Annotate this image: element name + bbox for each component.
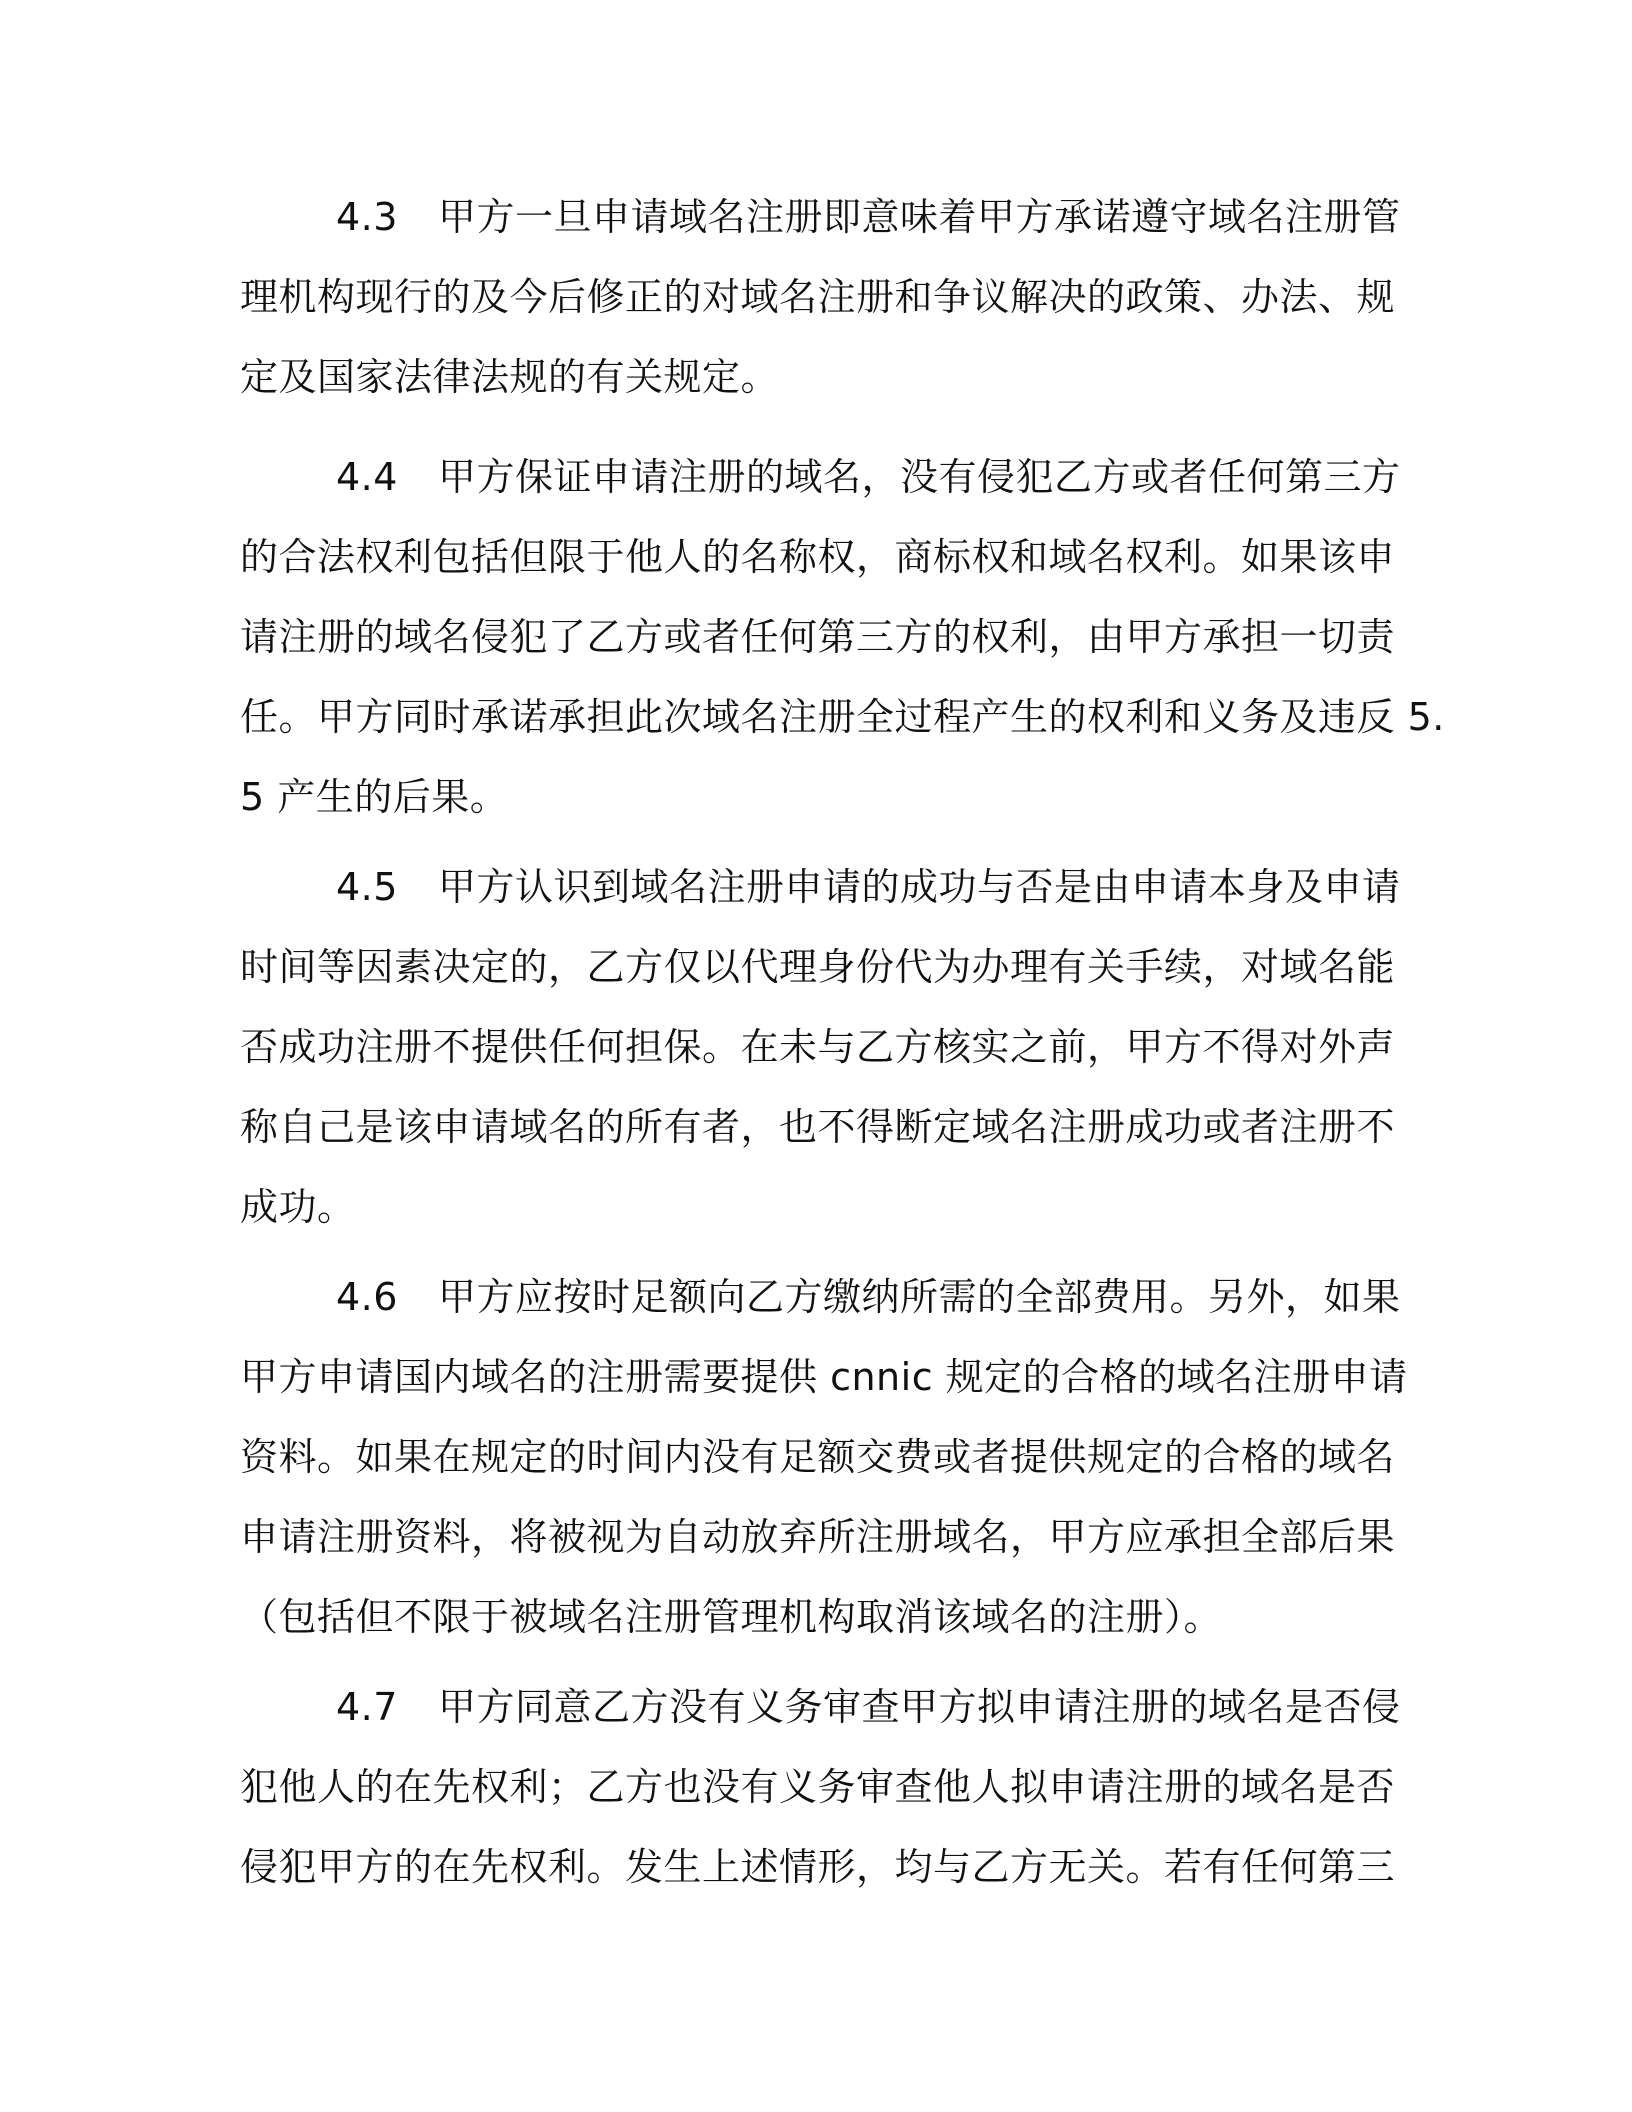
clause-text-line: 请注册的域名侵犯了乙方或者任何第三方的权利，由甲方承担一切责 bbox=[240, 615, 1396, 659]
clause-text-line: 犯他人的在先权利；乙方也没有义务审查他人拟申请注册的域名是否 bbox=[240, 1765, 1396, 1809]
clause-first-line bbox=[240, 1257, 1420, 1337]
clause-4-3 bbox=[240, 177, 1420, 417]
clause-first-line bbox=[240, 847, 1420, 927]
clause-4-5 bbox=[240, 847, 1420, 1247]
clause-text-line: 时间等因素决定的，乙方仅以代理身份代为办理有关手续，对域名能 bbox=[240, 945, 1396, 989]
clause-text-line: 资料。如果在规定的时间内没有足额交费或者提供规定的合格的域名 bbox=[240, 1435, 1396, 1479]
clause-text-line: 的合法权利包括但限于他人的名称权，商标权和域名权利。如果该申 bbox=[240, 535, 1396, 579]
clause-number: 4.7 bbox=[336, 1685, 398, 1729]
clause-text: 甲方一旦申请域名注册即意味着甲方承诺遵守域名注册管 bbox=[437, 195, 1401, 239]
clause-text-line: 否成功注册不提供任何担保。在未与乙方核实之前，甲方不得对外声 bbox=[240, 1025, 1396, 1069]
clause-text-line: 理机构现行的及今后修正的对域名注册和争议解决的政策、办法、规 bbox=[240, 275, 1396, 319]
clause-text-line: （包括但不限于被域名注册管理机构取消该域名的注册）。 bbox=[240, 1595, 1223, 1639]
clause-text-line: 定及国家法律法规的有关规定。 bbox=[240, 355, 780, 399]
clause-text-line: 成功。 bbox=[240, 1185, 356, 1229]
clause-text: 甲方应按时足额向乙方缴纳所需的全部费用。另外，如果 bbox=[437, 1275, 1401, 1319]
clause-number: 4.3 bbox=[336, 195, 398, 239]
clause-first-line bbox=[240, 177, 1420, 257]
clause-text: 甲方认识到域名注册申请的成功与否是由申请本身及申请 bbox=[437, 865, 1401, 909]
clause-4-7 bbox=[240, 1667, 1420, 1907]
clause-text-line: 任。甲方同时承诺承担此次域名注册全过程产生的权利和义务及违反 5. bbox=[240, 695, 1445, 739]
clause-text-line: 侵犯甲方的在先权利。发生上述情形，均与乙方无关。若有任何第三 bbox=[240, 1845, 1396, 1889]
clause-first-line bbox=[240, 437, 1420, 517]
clause-text-line: 甲方申请国内域名的注册需要提供 cnnic 规定的合格的域名注册申请 bbox=[240, 1355, 1408, 1399]
clause-text-line: 称自己是该申请域名的所有者，也不得断定域名注册成功或者注册不 bbox=[240, 1105, 1396, 1149]
clause-number: 4.6 bbox=[336, 1275, 398, 1319]
clause-number: 4.4 bbox=[336, 455, 398, 499]
clause-number: 4.5 bbox=[336, 865, 398, 909]
clause-4-6 bbox=[240, 1257, 1420, 1657]
clause-text: 甲方同意乙方没有义务审查甲方拟申请注册的域名是否侵 bbox=[437, 1685, 1401, 1729]
clause-4-4 bbox=[240, 437, 1445, 837]
clause-first-line bbox=[240, 1667, 1420, 1747]
clause-text-line: 申请注册资料，将被视为自动放弃所注册域名，甲方应承担全部后果 bbox=[240, 1515, 1396, 1559]
clause-text-line: 5 产生的后果。 bbox=[240, 775, 509, 819]
clause-text: 甲方保证申请注册的域名，没有侵犯乙方或者任何第三方 bbox=[437, 455, 1401, 499]
